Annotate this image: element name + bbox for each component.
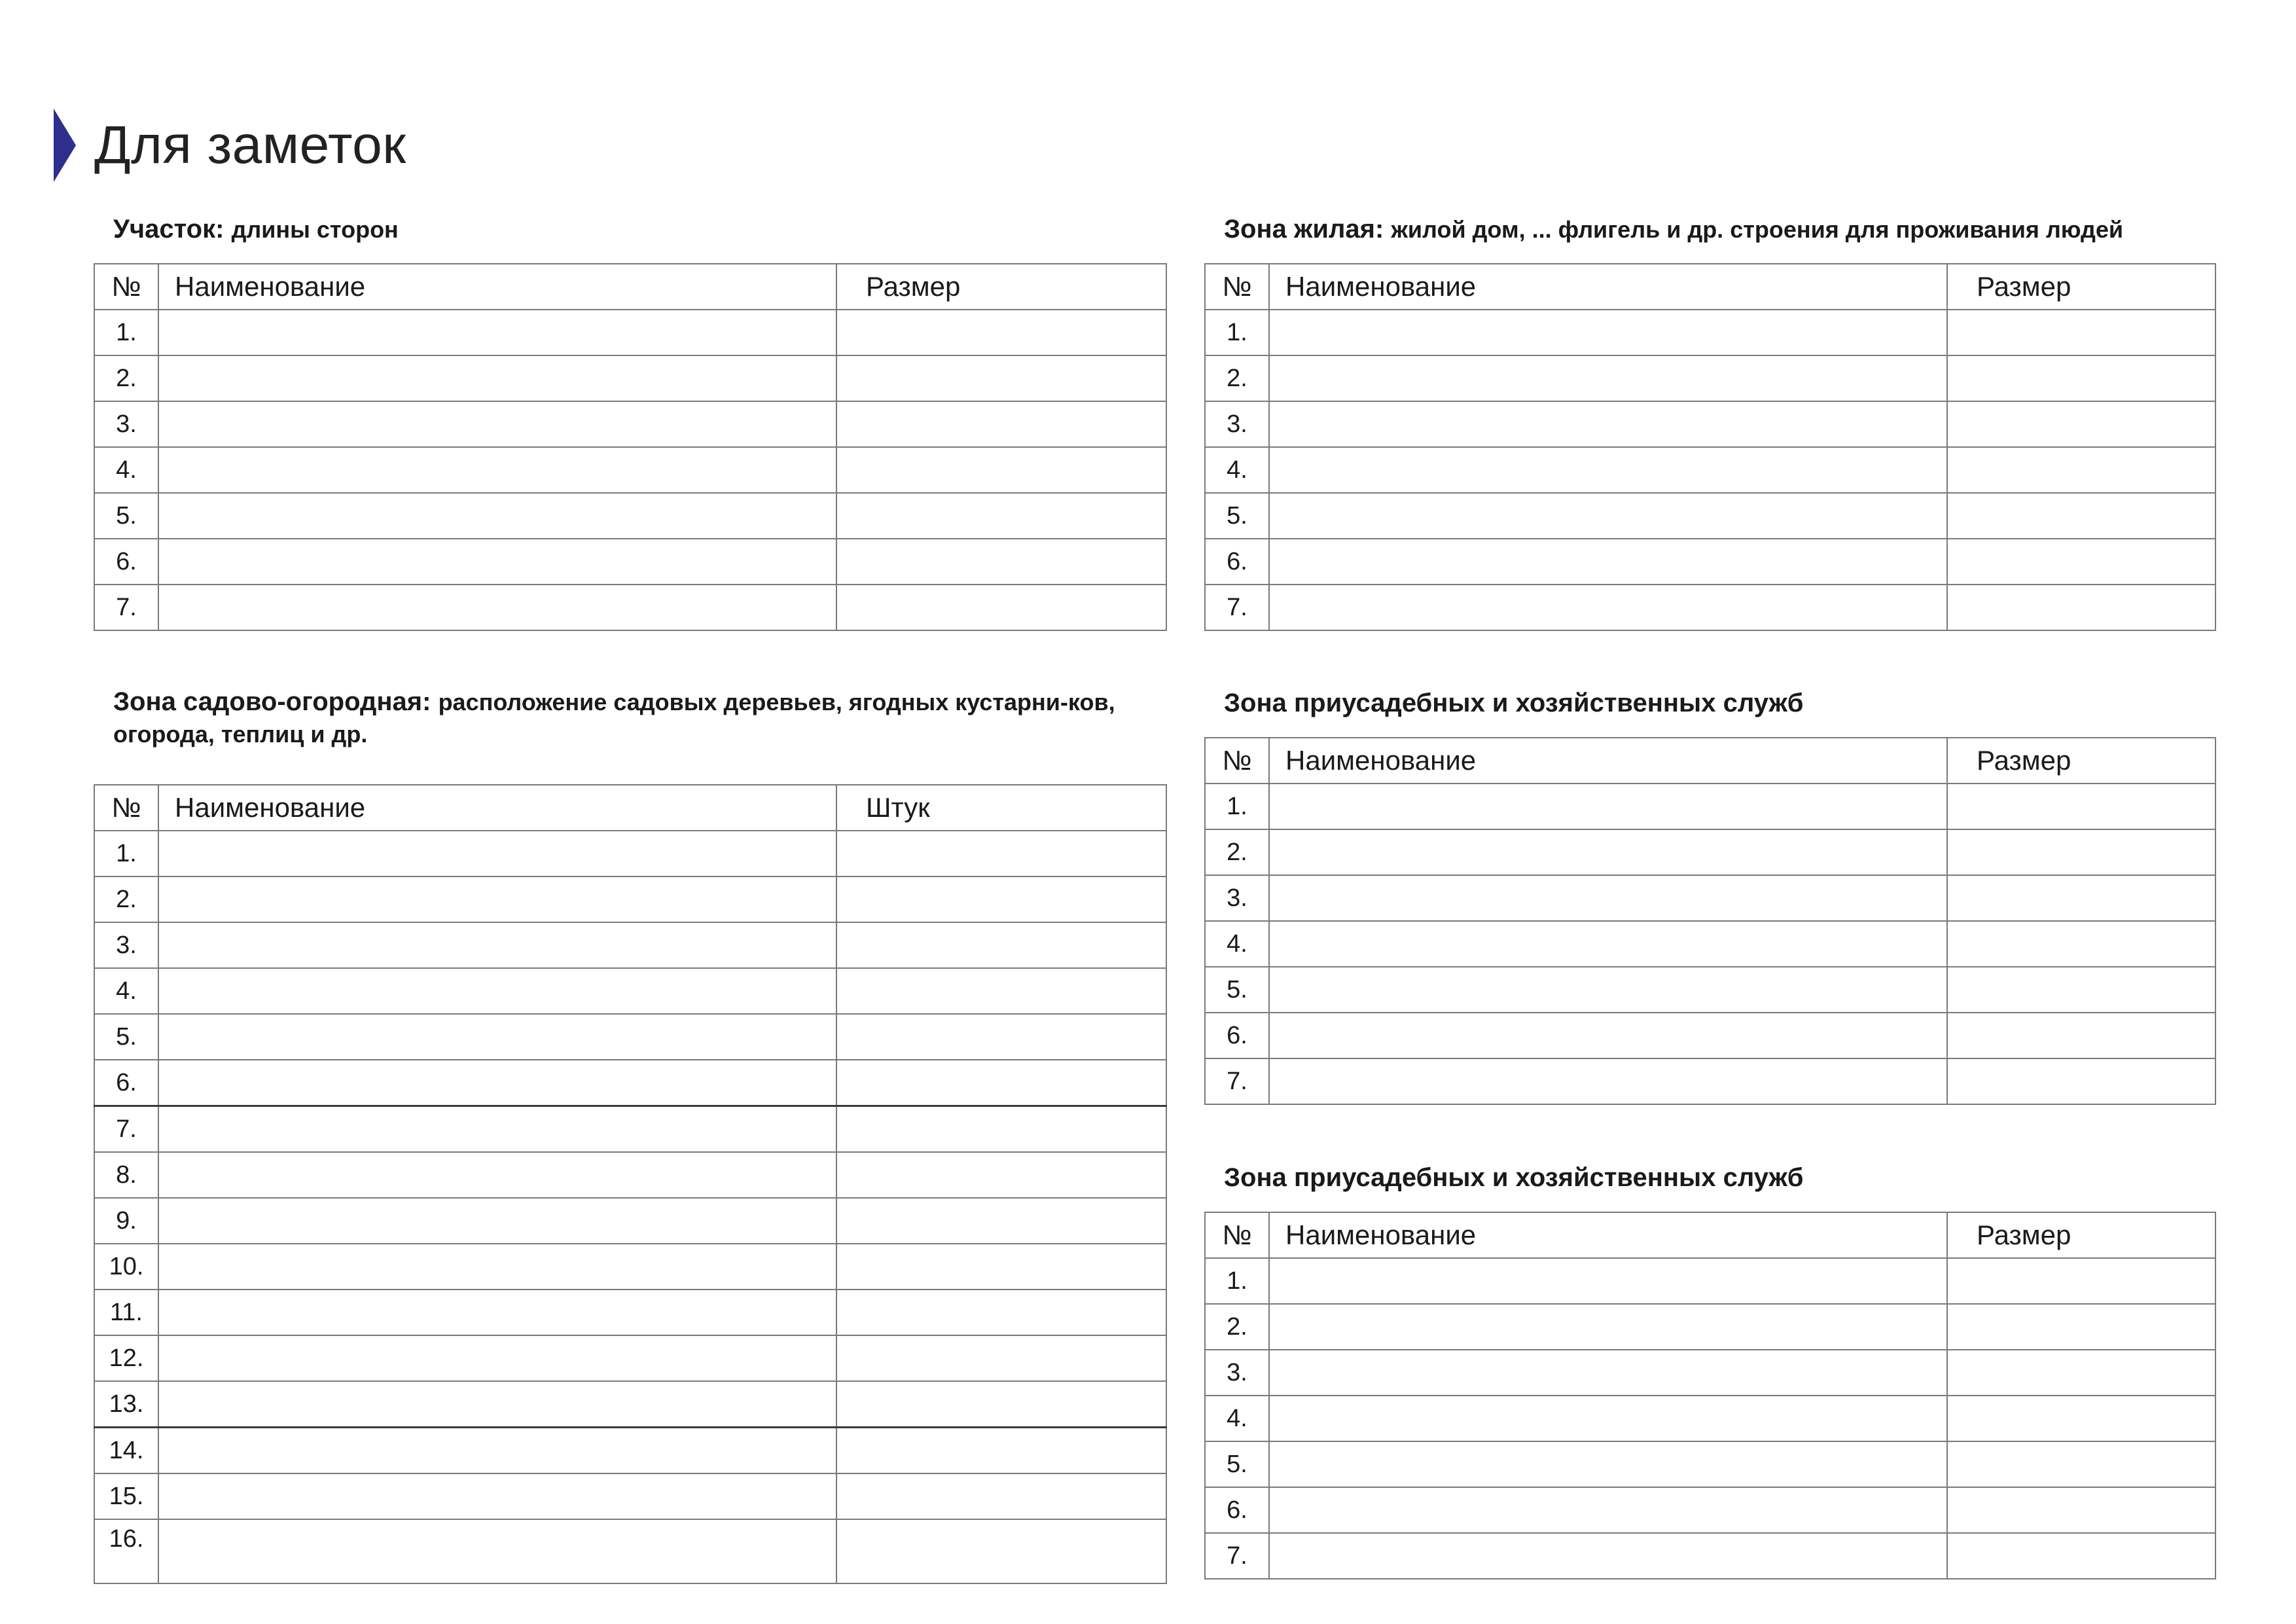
name-cell[interactable] (158, 1519, 836, 1583)
row-number: 3. (1205, 1350, 1269, 1396)
name-cell[interactable] (158, 401, 836, 447)
size-cell[interactable] (1947, 1304, 2215, 1350)
size-cell[interactable] (836, 1198, 1166, 1244)
section-heading-desc: жилой дом, ... флигель и др. строения для проживания людей (1391, 216, 2124, 243)
row-number: 3. (94, 922, 158, 968)
size-cell[interactable] (1947, 1441, 2215, 1487)
column-header-size: Штук (836, 785, 1166, 831)
column-header-name: Наименование (1269, 264, 1947, 310)
row-number: 5. (94, 1014, 158, 1060)
row-number: 7. (1205, 1533, 1269, 1579)
name-cell[interactable] (1269, 447, 1947, 493)
size-cell[interactable] (836, 355, 1166, 401)
row-number: 2. (94, 355, 158, 401)
name-cell[interactable] (158, 1428, 836, 1474)
size-cell[interactable] (1947, 355, 2215, 401)
row-number: 7. (94, 585, 158, 630)
section-heading (1224, 687, 2215, 719)
size-cell[interactable] (836, 831, 1166, 876)
row-number: 4. (94, 447, 158, 493)
name-cell[interactable] (1269, 493, 1947, 539)
size-cell[interactable] (1947, 967, 2215, 1013)
name-cell[interactable] (1269, 1258, 1947, 1304)
name-cell[interactable] (1269, 1396, 1947, 1441)
table-row (94, 493, 1166, 539)
row-number: 12. (94, 1335, 158, 1381)
size-cell[interactable] (836, 1428, 1166, 1474)
section-heading-desc: длины сторон (231, 216, 399, 243)
name-cell[interactable] (1269, 585, 1947, 630)
name-cell[interactable] (158, 1290, 836, 1335)
size-cell[interactable] (1947, 1258, 2215, 1304)
name-cell[interactable] (1269, 310, 1947, 355)
table-row (94, 876, 1166, 922)
table-row (94, 1473, 1166, 1519)
name-cell[interactable] (158, 1335, 836, 1381)
name-cell[interactable] (158, 922, 836, 968)
row-number: 5. (94, 493, 158, 539)
size-cell[interactable] (836, 1290, 1166, 1335)
row-number: 1. (1205, 1258, 1269, 1304)
size-cell[interactable] (836, 876, 1166, 922)
section-household-a (1204, 687, 2215, 1106)
table-row (94, 310, 1166, 355)
table-header-row (1205, 1212, 2215, 1258)
name-cell[interactable] (1269, 401, 1947, 447)
size-cell[interactable] (1947, 1013, 2215, 1058)
size-cell[interactable] (1947, 1350, 2215, 1396)
section-garden (94, 686, 1166, 1583)
row-number: 6. (94, 539, 158, 585)
table-row (94, 1428, 1166, 1474)
name-cell[interactable] (1269, 829, 1947, 875)
row-number: 8. (94, 1152, 158, 1198)
row-number: 5. (1205, 493, 1269, 539)
table-row (1205, 1533, 2215, 1579)
row-number: 1. (94, 310, 158, 355)
table-row (1205, 921, 2215, 967)
row-number: 10. (94, 1244, 158, 1290)
section-heading-desc: расположение садовых деревьев, ягодных кустарни-ков, огорода, теплиц и др. (113, 689, 1115, 748)
name-cell[interactable] (158, 310, 836, 355)
column-header-number: № (1205, 1212, 1269, 1258)
size-cell[interactable] (836, 1244, 1166, 1290)
page-title: Для заметок (94, 115, 406, 175)
name-cell[interactable] (158, 1106, 836, 1153)
size-cell[interactable] (836, 1381, 1166, 1428)
name-cell[interactable] (158, 876, 836, 922)
name-cell[interactable] (158, 493, 836, 539)
section-plot (94, 213, 1166, 639)
row-number: 3. (1205, 875, 1269, 921)
row-number: 2. (1205, 355, 1269, 401)
section-heading-lead: Зона жилая: (1224, 215, 1384, 244)
name-cell[interactable] (1269, 1350, 1947, 1396)
row-number: 3. (94, 401, 158, 447)
page-header (54, 109, 406, 182)
name-cell[interactable] (1269, 1304, 1947, 1350)
table-row (1205, 1058, 2215, 1104)
section-heading-lead: Участок: (113, 215, 224, 244)
name-cell[interactable] (1269, 1058, 1947, 1104)
column-header-size: Размер (836, 264, 1166, 310)
section-heading (1224, 1162, 2215, 1193)
table-row (1205, 447, 2215, 493)
table-row (1205, 401, 2215, 447)
row-number: 6. (94, 1060, 158, 1106)
section-heading-lead: Зона приусадебных и хозяйственных служб (1224, 689, 1804, 717)
size-cell[interactable] (836, 1106, 1166, 1153)
row-number: 3. (1205, 401, 1269, 447)
row-number: 15. (94, 1473, 158, 1519)
table-row (94, 1198, 1166, 1244)
name-cell[interactable] (158, 1152, 836, 1198)
table-row (1205, 539, 2215, 585)
name-cell[interactable] (158, 1014, 836, 1060)
size-cell[interactable] (836, 922, 1166, 968)
table-row (94, 968, 1166, 1014)
table-row (94, 1014, 1166, 1060)
row-number: 7. (94, 1106, 158, 1153)
column-header-number: № (1205, 738, 1269, 784)
table-row (1205, 1304, 2215, 1350)
table-row (1205, 1350, 2215, 1396)
table-row (94, 585, 1166, 630)
name-cell[interactable] (158, 447, 836, 493)
row-number: 1. (1205, 784, 1269, 829)
row-number: 4. (1205, 1396, 1269, 1441)
table-row (94, 1152, 1166, 1198)
size-cell[interactable] (1947, 875, 2215, 921)
row-number: 16. (94, 1519, 158, 1583)
section-heading-lead: Зона приусадебных и хозяйственных служб (1224, 1163, 1804, 1192)
size-cell[interactable] (836, 1152, 1166, 1198)
size-cell[interactable] (836, 585, 1166, 630)
size-cell[interactable] (1947, 1396, 2215, 1441)
row-number: 14. (94, 1428, 158, 1474)
row-number: 1. (1205, 310, 1269, 355)
size-cell[interactable] (1947, 784, 2215, 829)
row-number: 13. (94, 1381, 158, 1428)
row-number: 2. (94, 876, 158, 922)
name-cell[interactable] (1269, 355, 1947, 401)
section-living (1204, 213, 2215, 639)
table-row (1205, 784, 2215, 829)
row-number: 9. (94, 1198, 158, 1244)
name-cell[interactable] (158, 831, 836, 876)
name-cell[interactable] (158, 1381, 836, 1428)
size-cell[interactable] (1947, 539, 2215, 585)
size-cell[interactable] (836, 539, 1166, 585)
name-cell[interactable] (158, 1060, 836, 1106)
table-row (1205, 829, 2215, 875)
table-row (94, 539, 1166, 585)
column-header-size: Размер (1947, 738, 2215, 784)
name-cell[interactable] (1269, 967, 1947, 1013)
row-number: 4. (94, 968, 158, 1014)
column-header-number: № (94, 785, 158, 831)
row-number: 5. (1205, 967, 1269, 1013)
table-row (1205, 355, 2215, 401)
size-cell[interactable] (1947, 829, 2215, 875)
table-header-row (94, 264, 1166, 310)
size-cell[interactable] (836, 493, 1166, 539)
size-cell[interactable] (836, 1014, 1166, 1060)
column-header-size: Размер (1947, 1212, 2215, 1258)
table-row (1205, 1258, 2215, 1304)
section-heading (1224, 213, 2215, 245)
table-row (94, 1244, 1166, 1290)
row-number: 6. (1205, 1487, 1269, 1533)
table-row (1205, 967, 2215, 1013)
section-heading-lead: Зона садово-огородная: (113, 687, 431, 716)
row-number: 11. (94, 1290, 158, 1335)
table-row (94, 447, 1166, 493)
size-cell[interactable] (836, 1060, 1166, 1106)
column-header-size: Размер (1947, 264, 2215, 310)
table-row (1205, 1487, 2215, 1533)
size-cell[interactable] (836, 968, 1166, 1014)
name-cell[interactable] (1269, 1487, 1947, 1533)
size-cell[interactable] (1947, 585, 2215, 630)
row-number: 7. (1205, 1058, 1269, 1104)
section-heading (113, 213, 1166, 245)
row-number: 4. (1205, 447, 1269, 493)
size-cell[interactable] (1947, 493, 2215, 539)
column-header-name: Наименование (1269, 1212, 1947, 1258)
row-number: 2. (1205, 1304, 1269, 1350)
name-cell[interactable] (1269, 1013, 1947, 1058)
name-cell[interactable] (1269, 875, 1947, 921)
table-row (94, 1381, 1166, 1428)
notes-table (1204, 263, 2216, 631)
table-row (1205, 1013, 2215, 1058)
table-row (94, 831, 1166, 876)
name-cell[interactable] (158, 1244, 836, 1290)
notes-table (1204, 1212, 2216, 1579)
row-number: 5. (1205, 1441, 1269, 1487)
table-row (1205, 310, 2215, 355)
size-cell[interactable] (1947, 1533, 2215, 1579)
table-header-row (1205, 264, 2215, 310)
size-cell[interactable] (836, 447, 1166, 493)
column-header-number: № (94, 264, 158, 310)
notes-table (94, 263, 1167, 631)
size-cell[interactable] (1947, 921, 2215, 967)
name-cell[interactable] (1269, 1533, 1947, 1579)
size-cell[interactable] (836, 401, 1166, 447)
size-cell[interactable] (1947, 310, 2215, 355)
table-row (94, 1060, 1166, 1106)
name-cell[interactable] (1269, 921, 1947, 967)
name-cell[interactable] (158, 968, 836, 1014)
size-cell[interactable] (1947, 447, 2215, 493)
size-cell[interactable] (836, 1335, 1166, 1381)
table-row (94, 355, 1166, 401)
section-household-b (1204, 1162, 2215, 1581)
size-cell[interactable] (1947, 401, 2215, 447)
section-heading (113, 686, 1166, 750)
table-row (94, 1335, 1166, 1381)
row-number: 6. (1205, 1013, 1269, 1058)
table-header-row (1205, 738, 2215, 784)
notes-table (94, 784, 1167, 1584)
name-cell[interactable] (158, 1473, 836, 1519)
table-row (94, 401, 1166, 447)
table-header-row (94, 785, 1166, 831)
size-cell[interactable] (1947, 1487, 2215, 1533)
header-marker-icon (54, 109, 76, 182)
row-number: 7. (1205, 585, 1269, 630)
size-cell[interactable] (836, 1519, 1166, 1583)
name-cell[interactable] (158, 539, 836, 585)
column-header-name: Наименование (1269, 738, 1947, 784)
name-cell[interactable] (158, 1198, 836, 1244)
size-cell[interactable] (836, 310, 1166, 355)
row-number: 4. (1205, 921, 1269, 967)
table-row (94, 922, 1166, 968)
row-number: 6. (1205, 539, 1269, 585)
notes-table (1204, 737, 2216, 1105)
table-row (94, 1290, 1166, 1335)
row-number: 1. (94, 831, 158, 876)
size-cell[interactable] (836, 1473, 1166, 1519)
column-header-number: № (1205, 264, 1269, 310)
row-number: 2. (1205, 829, 1269, 875)
table-row (94, 1106, 1166, 1153)
name-cell[interactable] (1269, 1441, 1947, 1487)
column-header-name: Наименование (158, 264, 836, 310)
table-row (1205, 1396, 2215, 1441)
name-cell[interactable] (158, 585, 836, 630)
table-row (94, 1519, 1166, 1583)
name-cell[interactable] (1269, 784, 1947, 829)
name-cell[interactable] (158, 355, 836, 401)
column-header-name: Наименование (158, 785, 836, 831)
table-row (1205, 875, 2215, 921)
table-row (1205, 585, 2215, 630)
size-cell[interactable] (1947, 1058, 2215, 1104)
table-row (1205, 493, 2215, 539)
name-cell[interactable] (1269, 539, 1947, 585)
table-row (1205, 1441, 2215, 1487)
